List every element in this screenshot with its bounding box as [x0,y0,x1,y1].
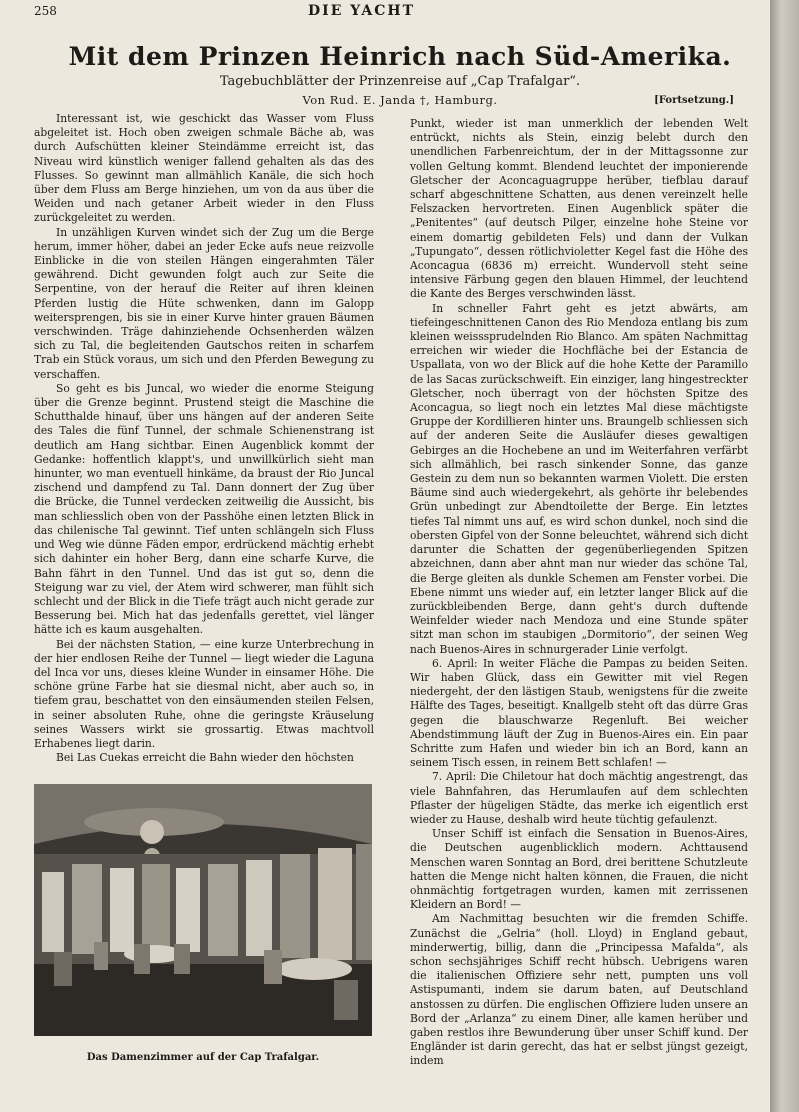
right-column [410,117,748,1069]
page-number: 258 [34,4,57,18]
figure-caption: Das Damenzimmer auf der Cap Trafalgar. [86,1052,320,1063]
paragraph: Punkt, wieder ist man unmerklich der lebenden Welt entrückt, nichts als Stein, einzig belebt durch den unendlichen Farbenreichtum, der in der Mittagssonne zur vollen Geltung kommt. Blendend leuchtet der imponierende Gletscher der Aconcaguagruppe herüber, tiefblau darauf scharf abgeschnittene Schatten, aus denen vereinzelt helle Felszacken hervortreten. Einen Augenblick später die „Penitentes“ (auf deutsch Pilger, einzelne hohe Steine vor einem domartig gebildeten Fels) und dann der Vulkan „Tupungato“, dessen rötlichvioletter Kegel fast die Höhe des Aconcagua (6836 m) erreicht. Wundervoll steht seine intensive Färbung gegen den blauen Himmel, der leuchtend die Kante des Berges verschwinden lässt. [410,117,748,301]
continuation-note: [Fortsetzung.] [654,95,734,106]
article-subtitle: Tagebuchblätter der Prinzenreise auf „Cap Trafalgar“. [219,74,581,89]
paragraph: Am Nachmittag besuchten wir die fremden Schiffe. Zunächst die „Gelria“ (holl. Lloyd) in England gebaut, minderwertig, billig, dann die „Principessa Mafalda“, als schon sechsjähriges Schiff recht hübsch. Uebrigens waren die italienischen Offiziere sehr nett, pumpten uns voll Astispumanti, indem sie darum baten, auf Deutschland anstossen zu dürfen. Die englischen Offiziere luden unsere an Bord der „Arlanza“ zu einem Diner, alle kamen herüber und gaben restlos ihre Bewunderung über unser Schiff kund. Der Engländer ist darin gerecht, das hat er selbst jüngst gezeigt, indem [410,912,748,1068]
binding-edge [770,0,799,1112]
paragraph: Bei Las Cuekas erreicht die Bahn wieder den höchsten [56,751,354,765]
paragraph: Interessant ist, wie geschickt das Wasser vom Fluss abgeleitet ist. Hoch oben zweigen schmale Bäche ab, was durch Aufschütten kleiner Steindämme erreicht ist, das Niveau wird künstlich weniger fallend gehalten als das des Flusses. So gewinnt man allmählich Kanäle, die sich hoch über dem Fluss am Berge hinziehen, um von da aus über die Weiden und nach getaner Arbeit wieder in den Fluss zurückgeleitet zu werden. [34,112,374,225]
paragraph: Unser Schiff ist einfach die Sensation in Buenos-Aires, die Deutschen augenblicklich modern. Achttausend Menschen waren Sonntag an Bord, drei berittene Schutzleute hatten die Menge nicht halten können, die Frauen, die nicht ohnmächtig fortgetragen wurden, kamen mit zerrissenen Kleidern an Bord! — [410,827,748,912]
left-column [34,112,374,765]
paragraph: In unzähligen Kurven windet sich der Zug um die Berge herum, immer höher, dabei an jeder Ecke aufs neue reizvolle Einblicke in die von steilen Hängen eingerahmten Täler gewährend. Dicht gewunden folgt auch zur Seite die Serpentine, von der herauf die Reiter auf ihren kleinen Pferden lustig die Hüte schwenken, dann im Galopp weitersprengen, bis sie in einer Kurve hinter grauen Bäumen verschwinden. Träge dahinziehende Ochsenherden wälzen sich zu Tal, die begleitenden Gautschos reiten in scharfem Trab ein Stück voraus, um sich und den Pferden Bewegung zu verschaffen. [34,225,374,381]
paragraph: 7. April: Die Chiletour hat doch mächtig angestrengt, das viele Bahnfahren, das Herumlaufen auf dem schlechten Pflaster der hügeligen Städte, das merke ich eigentlich erst wieder zu Hause, deshalb wird heute tüchtig gefaulenzt. [410,770,748,826]
article-title: Mit dem Prinzen Heinrich nach Süd-Amerika. [68,42,732,71]
paragraph: So geht es bis Juncal, wo wieder die enorme Steigung über die Grenze beginnt. Prustend steigt die Maschine die Schutthalde hinauf, über uns hängen auf der anderen Seite des Tales die fünf Tunnel, der schmale Schienenstrang ist deutlich am Hang sichtbar. Einen Augenblick kommt der Gedanke: hoffentlich klappt's, und unwillkürlich sieht man hinunter, wo man eventuell hinkäme, da braust der Rio Juncal zischend und dampfend zu Tal. Dann donnert der Zug über die Brücke, die Tunnel verdecken zeitweilig die Aussicht, bis man schliesslich oben von der Passhöhe einen letzten Blick in das chilenische Tal gewinnt. Tief unten schlängeln sich Fluss und Weg wie dünne Fäden empor, erdrückend mächtig erhebt sich dahinter ein hoher Berg, dann eine scharfe Kurve, die Bahn fährt in den Tunnel. Und das ist gut so, denn die Steigung war zu viel, der Atem wird schwerer, man fühlt sich schlecht und der Blick in die Tiefe trägt auch nicht gerade zur Besserung bei. Mich hat das jedenfalls gerettet, viel länger hätte ich es kaum ausgehalten. [34,381,374,637]
paragraph: Bei der nächsten Station, — eine kurze Unterbrechung in der hier endlosen Reihe der Tunnel — liegt wieder die Laguna del Inca vor uns, dieses kleine Wunder in einsamer Höhe. Die schöne grüne Farbe hat sie diesmal nicht, aber auch so, in tiefem grau, beschattet von den einsäumenden steilen Felsen, in seiner absoluten Ruhe, ohne die geringste Kräuselung seines Wassers wirkt sie grossartig. Etwas machtvoll Erhabenes liegt darin. [34,637,374,750]
paragraph: In schneller Fahrt geht es jetzt abwärts, am tiefeingeschnittenen Canon des Rio Mendoza entlang bis zum kleinen weisssprudelnden Rio Blanco. Am späten Nachmittag erreichen wir wieder die Hochfläche bei der Estancia de Uspallata, von wo der Blick auf die hohe Kette der Paramillo de las Sacas zurückschweift. Ein einziger, lang hingestreckter Gletscher, noch überragt von der höchsten Spitze des Aconcagua, so liegt noch ein letztes Mal diese mächtigste Gruppe der Kordillieren hinter uns. Braungelb schliessen sich auf der anderen Seite die Ausläufer dieses gewaltigen Gebirges an die Hochebene an und im Weiterfahren verfärbt sich allmählich, bei rasch sinkender Sonne, das ganze Gestein zu dem nun so bekannten warmen Violett. Die ersten Bäume sind auch wiedergekehrt, als gehörte ihr belebendes Grün unbedingt zur Abendtoilette der Berge. Ein letztes tiefes Tal nimmt uns auf, es wird schon dunkel, noch sind die obersten Gipfel von der Sonne beleuchtet, während sich dicht darunter die Schatten der gegenüberliegenden Spitzen abzeichnen, dann aber ahnt man nur wieder das schöne Tal, die Berge gleiten als dunkle Schemen am Fenster vorbei. Die Ebene nimmt uns wieder auf, ein letzter langer Blick auf die zurückbleibenden Berge, dann geht's durch duftende Weinfelder wieder nach Mendoza und eine Stunde später sitzt man schon im staubigen „Dormitorio“, der seinen Weg nach Buenos-Aires in schnurgerader Linie verfolgt. [410,301,748,656]
paragraph: 6. April: In weiter Fläche die Pampas zu beiden Seiten. Wir haben Glück, dass ein Gewitter mit viel Regen niedergeht, der den lästigen Staub, wenigstens für die zweite Hälfte des Tages, beseitigt. Knallgelb steht oft das dürre Gras gegen die blauschwarze Regenluft. Bei weicher Abendstimmung läuft der Zug in Buenos-Aires ein. Ein paar Schritte zum Hafen und wieder bin ich an Bord, kann an seinem Tisch essen, in reinem Bett schlafen! — [410,656,748,770]
article-author: Von Rud. E. Janda †, Hamburg. [302,93,498,107]
running-title: DIE YACHT [308,3,415,19]
ladies-salon-photo [34,784,372,1036]
